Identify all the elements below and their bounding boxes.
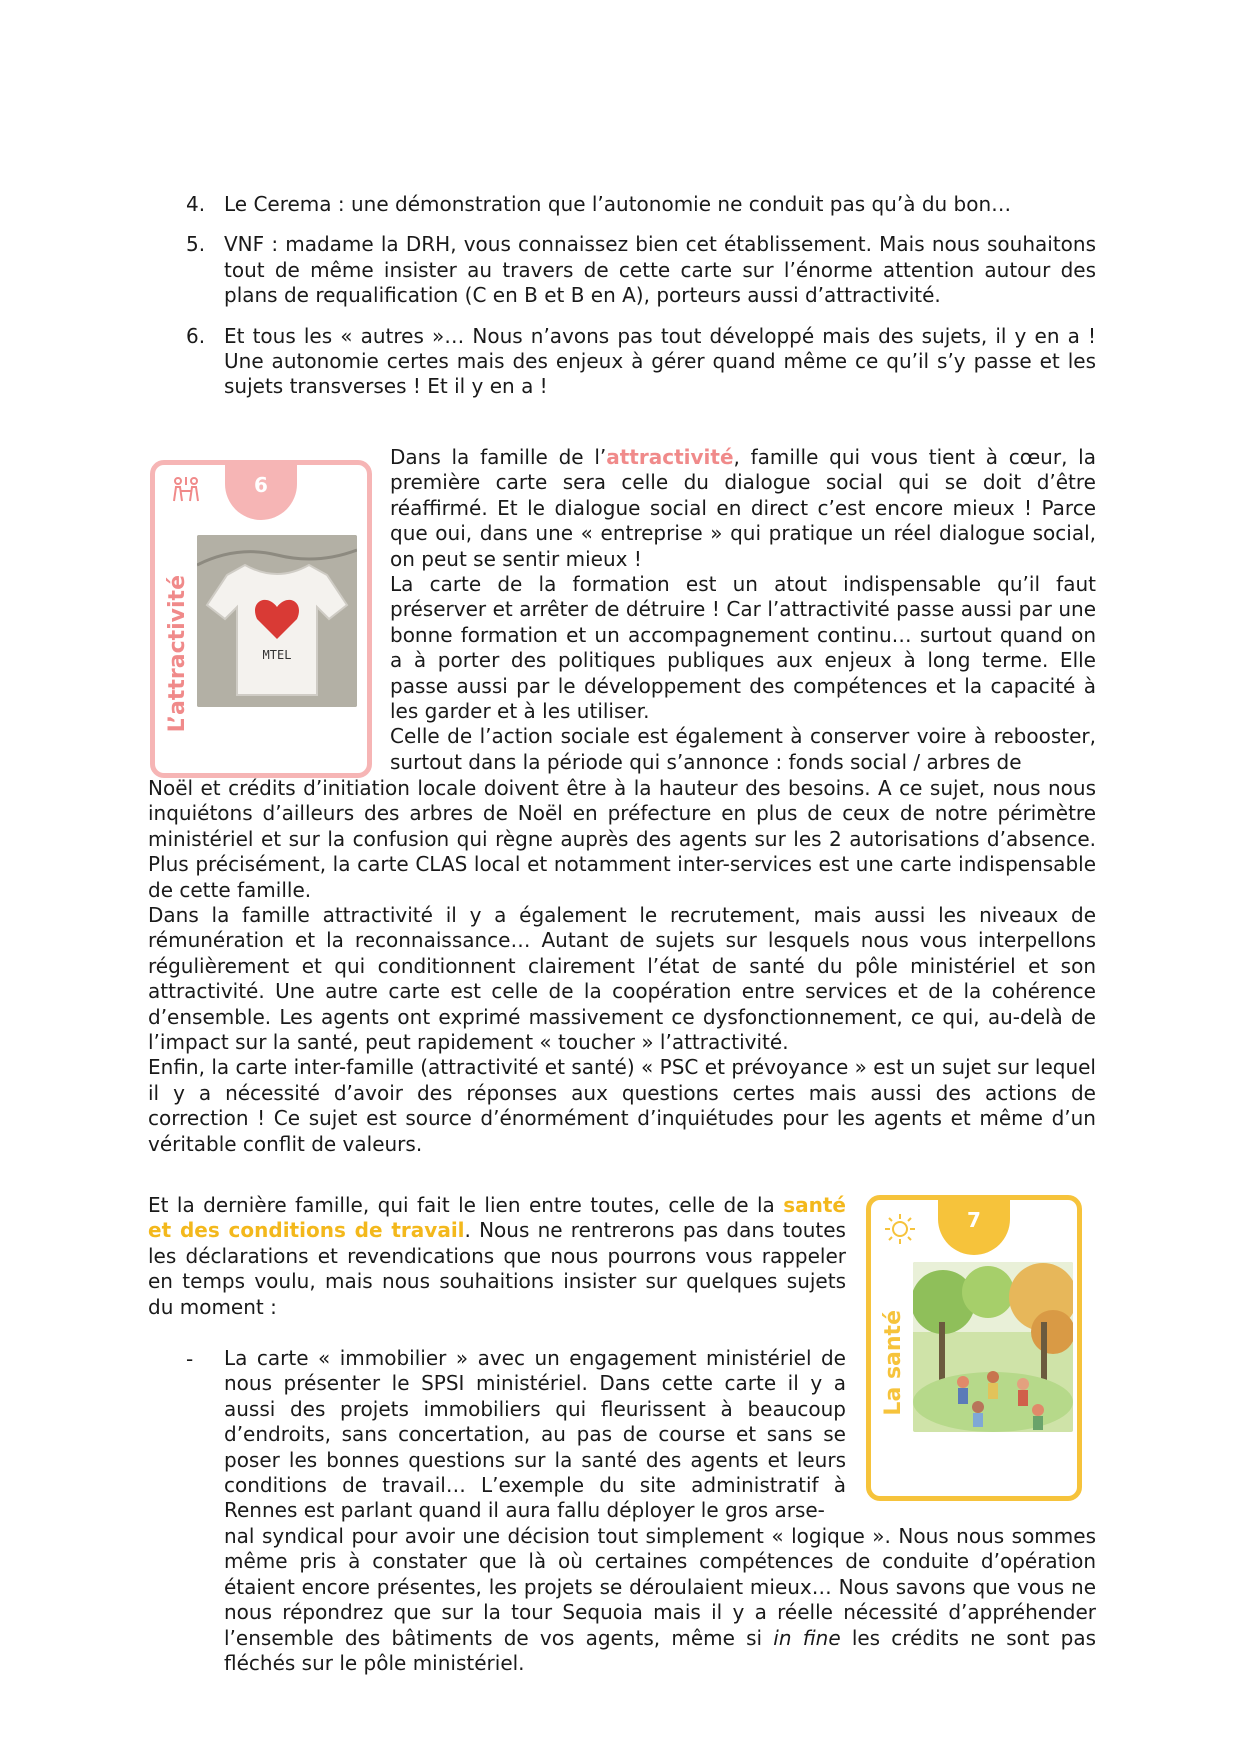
sun-icon: [883, 1212, 917, 1246]
action-sociale-paragraph: Celle de l’action sociale est également à conserver voire à rebooster, surtout dans la période qui s’annonce : fonds social / arbres de: [390, 724, 1096, 774]
immobilier-bullet: [224, 1346, 846, 1524]
immobilier-text-full: nal syndical pour avoir une décision tout simplement « logique ». Nous nous sommes même pris à constater que là où certaines compétences de conduite d’opération étaient encore présentes, les projets se déroulaient mieux… Nous savons que vous ne nous répondrez que sur la tour Sequoia mais il y a réelle nécessité d’appréhender l’ensemble des bâtiments de vos agents, même si in fine les crédits ne sont pas fléchés sur le pôle ministériel.: [224, 1524, 1096, 1676]
sante-intro: [148, 1193, 846, 1320]
list-text: Et tous les « autres »… Nous n’avons pas tout développé mais des sujets, il y en a ! Une autonomie certes mais des enjeux à gérer quand même ce qu’il s’y passe et les sujets transverses ! Et il y en a !: [224, 323, 1096, 399]
list-item: [186, 232, 1096, 308]
park-illustration: [913, 1262, 1073, 1432]
list-number: 5.: [186, 232, 206, 257]
tshirt-illustration: [197, 535, 357, 707]
immobilier-bullet-continued: [224, 1524, 1096, 1676]
shirt-text: MTEL: [262, 648, 292, 662]
card-sante: [866, 1195, 1082, 1501]
recrutement-paragraph: Dans la famille attractivité il y a également le recrutement, mais aussi les niveaux de rémunération et la reconnaissance… Autant de sujets sur lesquels nous vous interpellons régulièrement et qui conditionnent clairement l’état de santé du pôle ministériel et son attractivité. Une autre carte est celle de la coopération entre services et de la cohérence d’ensemble. Les agents ont exprimé massivement ce dysfonctionnement, ce qui, au-delà de l’impact sur la santé, peut rapidement « toucher » l’attractivité.: [148, 903, 1096, 1055]
attractivite-paragraph-1: Dans la famille de l’attractivité, famille qui vous tient à cœur, la première carte sera celle du dialogue social qui se doit d’être réaffirmé. Et le dialogue social en direct c’est encore mieux ! Parce que oui, dans une « entreprise » qui pratique un réel dialogue social, on peut se sentir mieux !: [390, 445, 1096, 571]
formation-paragraph: La carte de la formation est un atout indispensable qu’il faut préserver et arrêter de détruire ! Car l’attractivité passe aussi par une bonne formation et un accompagnement continu… surtout quand on a à porter des politiques publiques aux enjeux à long terme. Elle passe aussi par le développement des compétences et la capacité à les garder et à les utiliser.: [390, 572, 1096, 724]
sante-paragraph: Et la dernière famille, qui fait le lien entre toutes, celle de la santé et des conditions de travail. Nous ne rentrerons pas dans toutes les déclarations et revendications que nous pourrons vous rappeler en temps voulu, mais nous souhaitions insister sur quelques sujets du moment :: [148, 1193, 846, 1319]
list-item: [186, 192, 1096, 217]
psc-paragraph: Enfin, la carte inter-famille (attractivité et santé) « PSC et prévoyance » est un sujet sur lequel il y a nécessité d’avoir des réponses aux questions certes mais aussi des actions de correction ! Ce sujet est source d’énormément d’inquiétudes pour les agents et même d’un véritable conflit de valeurs.: [148, 1055, 1096, 1156]
attractivite-intro: [390, 445, 1096, 775]
people-icon: [169, 473, 203, 507]
attractivite-full: [148, 776, 1096, 1157]
list-item: [186, 324, 1096, 400]
numbered-list: [186, 192, 1096, 415]
card-attractivite: [150, 460, 372, 778]
card-number: 6: [225, 460, 297, 520]
bullet-dash: -: [186, 1347, 194, 1371]
card-number: 7: [938, 1195, 1010, 1255]
immobilier-text-wrap: La carte « immobilier » avec un engagement ministériel de nous présenter le SPSI ministériel. Dans cette carte il y a aussi des projets immobiliers qui fleurissent à beaucoup d’endroits, sans concertation, au pas de course et sans se poser les bonnes questions sur la santé des agents et leurs conditions de travail… L’exemple du site administratif à Rennes est parlant quand il aura fallu déployer le gros arse-: [224, 1346, 846, 1523]
sante-highlight: santé et des conditions de travail: [148, 1193, 846, 1243]
list-text: Le Cerema : une démonstration que l’autonomie ne conduit pas qu’à du bon…: [224, 192, 1012, 216]
card-label: La santé: [881, 1310, 906, 1416]
attractivite-highlight: attractivité: [606, 445, 734, 469]
list-number: 4.: [186, 192, 206, 216]
card-label: L’attractivité: [165, 575, 190, 733]
list-number: 6.: [186, 323, 206, 348]
list-text: VNF : madame la DRH, vous connaissez bien cet établissement. Mais nous souhaitons tout de même insister au travers de cette carte sur l’énorme attention autour des plans de requalification (C en B et B en A), porteurs aussi d’attractivité.: [224, 232, 1096, 308]
action-sociale-continuation: Noël et crédits d’initiation locale doivent être à la hauteur des besoins. A ce sujet, nous nous inquiétons d’ailleurs des arbres de Noël en préfecture en plus de ceux de notre périmètre ministériel et sur la confusion qui règne auprès des agents sur les 2 autorisations d’absence. Plus précisément, la carte CLAS local et notamment inter-services est une carte indispensable de cette famille.: [148, 776, 1096, 902]
